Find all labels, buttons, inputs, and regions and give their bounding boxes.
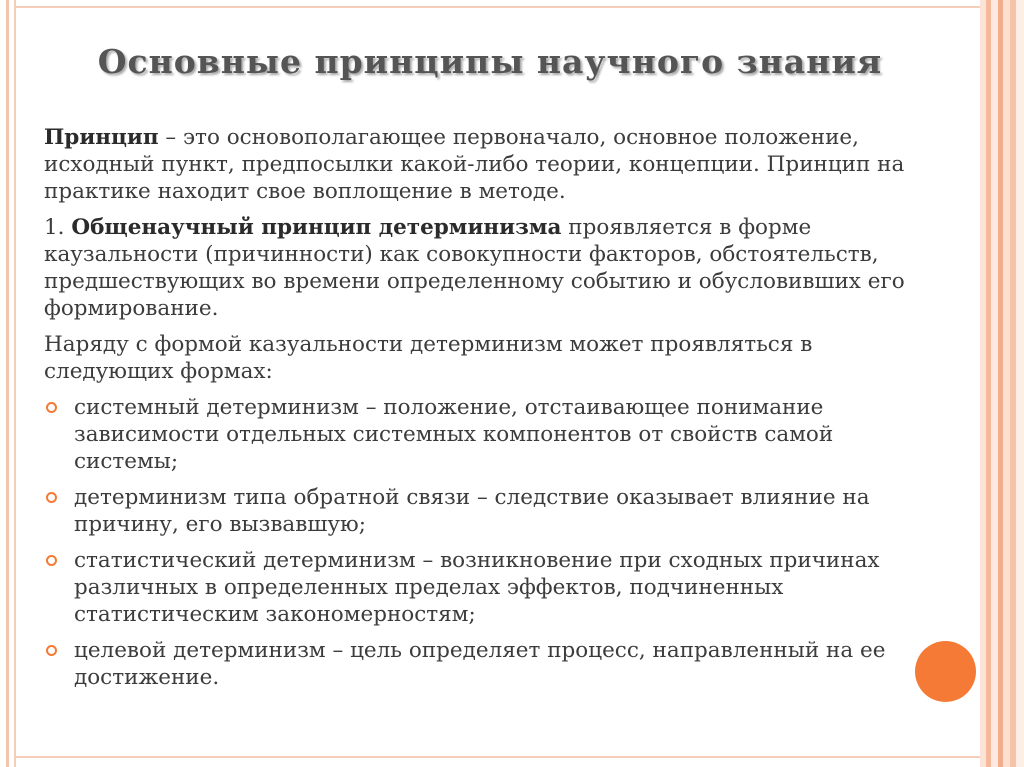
- slide-content: [44, 124, 944, 700]
- frame-line-left-inner: [14, 0, 16, 767]
- decorative-stripe: [1016, 0, 1024, 767]
- term-principle: Принцип: [44, 125, 159, 150]
- bullet-circle-icon: [46, 492, 57, 503]
- paragraph-forms-intro: Наряду с формой казуальности детерминизм может проявляться в следующих формах:: [44, 332, 813, 384]
- bullet-circle-icon: [46, 645, 57, 656]
- determinism-text: проявляется в форме каузальности (причинности) как совокупности факторов, обстоятельств, предшествующих во времени определенному событию и обусловивших его формирование.: [44, 215, 905, 321]
- frame-line-left-outer: [6, 0, 9, 767]
- term-determinism: Общенаучный принцип детерминизма: [71, 215, 562, 240]
- paragraph-number: 1.: [44, 215, 72, 240]
- list-item-text: статистический детерминизм – возникновение при сходных причинах различных в определенных пределах эффектов, подчиненных статистическим закономерностям;: [74, 548, 880, 627]
- paragraph-determinism: [44, 214, 944, 322]
- list-item-text: системный детерминизм – положение, отстаивающее понимание зависимости отдельных системных компонентов от свойств самой системы;: [74, 395, 834, 474]
- forms-list: [44, 394, 944, 691]
- slide-title: Основные принципы научного знания: [97, 42, 883, 81]
- frame-line-top: [14, 6, 980, 8]
- list-item: [44, 637, 944, 691]
- list-item-text: целевой детерминизм – цель определяет процесс, направленный на ее достижение.: [74, 638, 886, 690]
- list-item: [44, 394, 944, 475]
- paragraph-principle-definition: [44, 124, 944, 205]
- decorative-stripe: [991, 0, 998, 767]
- bullet-circle-icon: [46, 402, 57, 413]
- decorative-orange-circle: [915, 641, 976, 702]
- principle-definition-text: – это основополагающее первоначало, основное положение, исходный пункт, предпосылки какой-либо теории, концепции. Принцип на практике находит свое воплощение в методе.: [44, 125, 905, 204]
- decorative-stripe: [1003, 0, 1010, 767]
- list-item: [44, 484, 944, 538]
- list-item-text: детерминизм типа обратной связи – следствие оказывает влияние на причину, его вызвавшую;: [74, 485, 870, 537]
- list-item: [44, 547, 944, 628]
- decorative-stripes: [980, 0, 1024, 767]
- frame-line-bottom: [14, 756, 980, 758]
- bullet-circle-icon: [46, 555, 57, 566]
